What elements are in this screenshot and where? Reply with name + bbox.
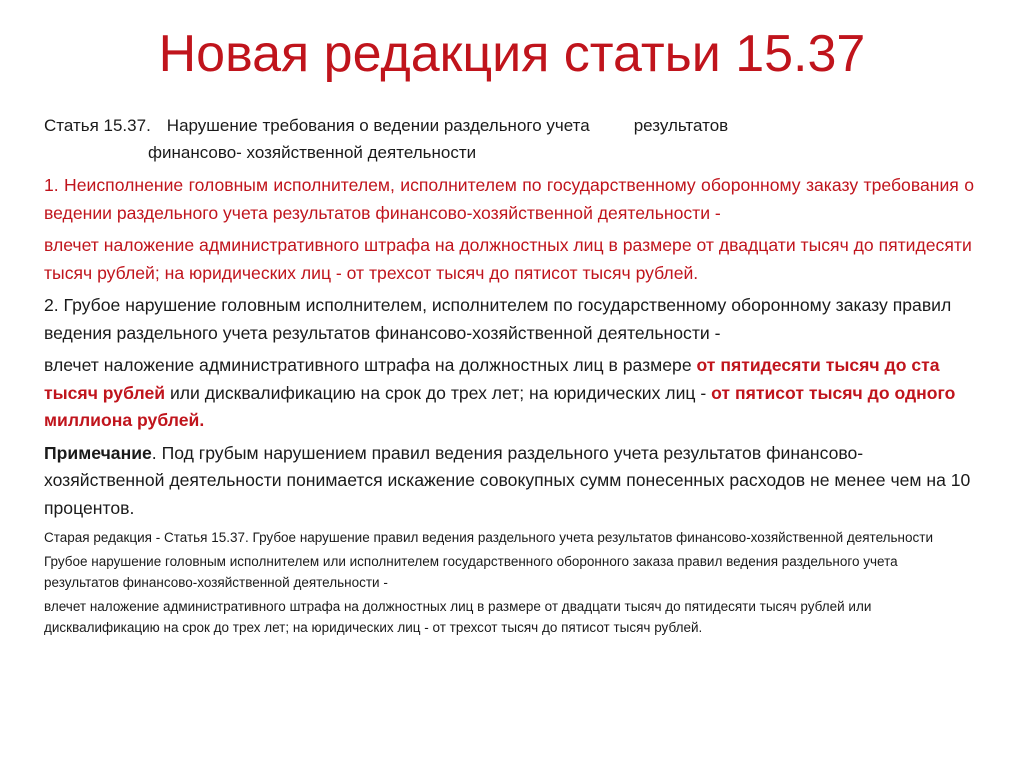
article-heading-line1-end: результатов bbox=[633, 116, 729, 135]
article-heading-line1: Нарушение требования о ведении раздельного учета bbox=[166, 116, 590, 135]
part2-sanction bbox=[44, 352, 974, 435]
part2-fine-legal: от пятисот тысяч до одного миллиона рублей. bbox=[44, 382, 956, 430]
part2-sanction-a: влечет наложение административного штрафа на должностных лиц в размере bbox=[44, 355, 692, 375]
article-heading-line2: финансово- хозяйственной деятельности bbox=[148, 143, 477, 162]
note-paragraph bbox=[44, 440, 974, 523]
part2-sanction-c: или дисквалификацию на срок до трех лет; на юридических лиц - bbox=[169, 382, 707, 403]
note-text: . Под грубым нарушением правил ведения раздельного учета результатов финансово-хозяйственной деятельности понимается искажение совокупных сумм понесенных расходов не менее чем на 10 процентов. bbox=[44, 442, 971, 518]
part1-sanction: влечет наложение административного штрафа на должностных лиц в размере от двадцати тысяч до пятидесяти тысяч рублей; на юридических лиц - от трехсот тысяч до пятисот тысяч рублей. bbox=[44, 235, 972, 283]
slide-title: Новая редакция статьи 15.37 bbox=[158, 25, 866, 83]
article-heading bbox=[44, 112, 974, 166]
part2-text: 2. Грубое нарушение головным исполнителем, исполнителем по государственному оборонному заказу правил ведения раздельного учета результатов финансово-хозяйственной деятельности - bbox=[44, 295, 952, 343]
old-edition-sanction: влечет наложение административного штрафа на должностных лиц в размере от двадцати тысяч до пятидесяти тысяч рублей или дисквалификацию на срок до трех лет; на юридических лиц - от трехсот тысяч до пятисот тысяч рублей. bbox=[44, 599, 872, 635]
slide-content bbox=[44, 112, 974, 638]
old-edition-text: Грубое нарушение головным исполнителем или исполнителем государственного оборонного заказа правил ведения раздельного учета результатов финансово-хозяйственной деятельности - bbox=[44, 554, 898, 590]
note-label: Примечание bbox=[44, 442, 152, 463]
article-number: Статья 15.37. bbox=[44, 116, 151, 135]
part2-fine-officials: от пятидесяти тысяч до ста тысяч рублей bbox=[44, 355, 940, 403]
part1-text: 1. Неисполнение головным исполнителем, исполнителем по государственному оборонному заказу требования о ведении раздельного учета результатов финансово-хозяйственной деятельности - bbox=[44, 175, 974, 223]
old-edition-title: Старая редакция - Статья 15.37. Грубое нарушение правил ведения раздельного учета результатов финансово-хозяйственной деятельности bbox=[44, 530, 933, 545]
